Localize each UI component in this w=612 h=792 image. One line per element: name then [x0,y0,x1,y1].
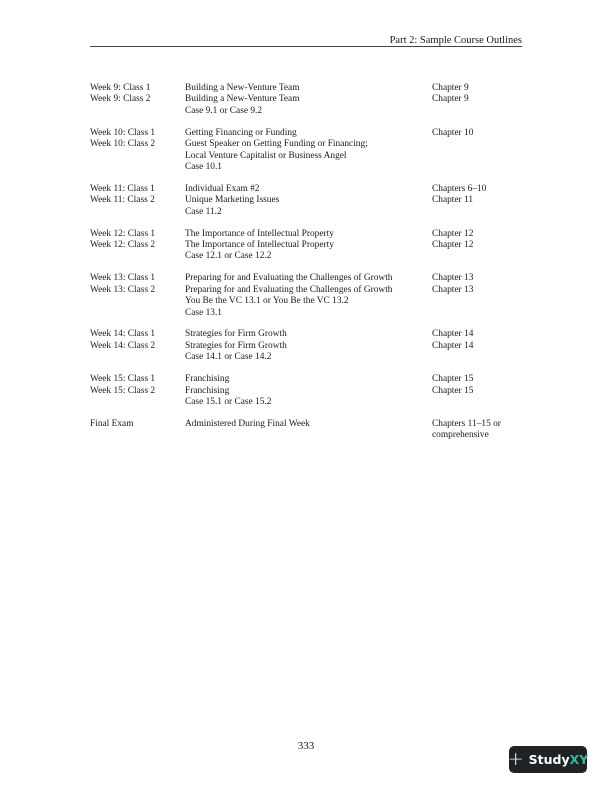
topic-line: Building a New-Venture Team [185,83,300,93]
reading-cell [432,285,522,296]
schedule-row [90,195,522,218]
topic-cell [185,386,432,409]
session-label: Week 13: Class 2 [90,284,156,295]
topic-cell [185,83,432,94]
schedule-row [90,184,522,195]
reading-cell [432,83,522,94]
session-label: Week 10: Class 2 [90,139,156,150]
schedule-row [90,285,522,319]
topic-line: Unique Marketing Issues [185,195,280,206]
topic-line: Administered During Final Week [185,418,310,429]
schedule-row [90,341,522,364]
reading-line: Chapter 12 [432,239,474,250]
schedule-row [90,240,522,263]
schedule-row [90,139,522,173]
topic-line: Strategies for Firm Growth [185,340,287,351]
topic-line: Strategies for Firm Growth [185,329,287,340]
topic-line: Case 14.1 or Case 14.2 [185,352,272,363]
schedule-row [90,128,522,139]
badge-text-accent: XY [569,752,589,767]
schedule-row [90,386,522,409]
schedule-row [90,83,522,94]
reading-cell [432,419,522,442]
topic-line: Preparing for and Evaluating the Challenges of Growth [185,273,393,284]
topic-cell [185,128,432,139]
week-group [90,419,522,442]
topic-line: The Importance of Intellectual Property [185,239,334,250]
topic-cell [185,240,432,263]
reading-cell [432,374,522,385]
topic-cell [185,419,432,430]
schedule-row [90,419,522,442]
week-group [90,83,522,117]
studyxy-badge[interactable] [509,746,587,773]
badge-label [529,752,589,767]
topic-line: The Importance of Intellectual Property [185,228,334,239]
schedule-row [90,329,522,340]
reading-line: Chapter 11 [432,195,474,206]
topic-cell [185,374,432,385]
week-group [90,273,522,319]
reading-line: Chapter 14 [432,329,474,340]
topic-line: Case 10.1 [185,161,222,172]
header-divider [90,46,522,47]
topic-line: Getting Financing or Funding [185,127,297,138]
topic-cell [185,273,432,284]
week-group [90,229,522,263]
schedule-row [90,229,522,240]
week-group [90,128,522,174]
session-label: Week 9: Class 1 [90,83,151,93]
course-schedule [90,83,522,452]
reading-line: Chapter 15 [432,374,474,385]
reading-line: Chapter 9 [432,83,469,93]
week-group [90,374,522,408]
week-group [90,184,522,218]
reading-line: Chapter 9 [432,94,469,105]
reading-cell [432,273,522,284]
reading-line: Chapter 15 [432,385,474,396]
topic-cell [185,139,432,173]
topic-line: Case 11.2 [185,206,222,217]
reading-line: Chapter 13 [432,284,474,295]
topic-cell [185,285,432,319]
schedule-row [90,273,522,284]
session-label: Week 13: Class 1 [90,273,156,284]
schedule-row [90,94,522,117]
reading-line: Chapters 6–10 [432,183,487,194]
session-label: Week 11: Class 1 [90,183,155,194]
session-label: Week 12: Class 2 [90,239,156,250]
topic-line: Local Venture Capitalist or Business Angel [185,150,347,161]
topic-cell [185,195,432,218]
session-label: Week 14: Class 2 [90,340,156,351]
topic-cell [185,229,432,240]
reading-cell [432,386,522,397]
topic-cell [185,184,432,195]
topic-line: You Be the VC 13.1 or You Be the VC 13.2 [185,296,349,307]
topic-line: Franchising [185,374,230,385]
topic-line: Case 15.1 or Case 15.2 [185,396,272,407]
reading-cell [432,184,522,195]
reading-cell [432,195,522,206]
reading-cell [432,128,522,139]
reading-cell [432,341,522,352]
session-label: Week 15: Class 1 [90,374,156,385]
reading-line: Chapter 14 [432,340,474,351]
reading-cell [432,94,522,105]
badge-text-main: Study [528,752,570,767]
topic-cell [185,341,432,364]
running-header: Part 2: Sample Course Outlines [389,35,522,46]
reading-line: Chapter 10 [432,127,474,138]
reading-line: Chapter 12 [432,228,474,239]
session-label: Week 15: Class 2 [90,385,156,396]
topic-line: Preparing for and Evaluating the Challenges of Growth [185,284,393,295]
topic-cell [185,329,432,340]
session-label: Week 9: Class 2 [90,94,151,105]
reading-cell [432,240,522,251]
topic-line: Case 13.1 [185,307,222,318]
reading-cell [432,229,522,240]
session-label: Week 11: Class 2 [90,195,155,206]
topic-line: Franchising [185,385,230,396]
reading-cell [432,329,522,340]
session-label: Final Exam [90,418,134,429]
reading-line: Chapter 13 [432,273,474,284]
session-label: Week 12: Class 1 [90,228,156,239]
topic-line: Guest Speaker on Getting Funding or Financing; [185,139,368,150]
week-group [90,329,522,363]
topic-line: Building a New-Venture Team [185,94,300,105]
session-label: Week 10: Class 1 [90,127,156,138]
topic-line: Individual Exam #2 [185,183,260,194]
page-number: 333 [297,740,315,752]
topic-line: Case 12.1 or Case 12.2 [185,251,272,262]
plus-icon: + [507,748,524,770]
session-label: Week 14: Class 1 [90,329,156,340]
schedule-row [90,374,522,385]
reading-line: Chapters 11–15 or [432,418,501,429]
reading-line: comprehensive [432,430,489,441]
topic-cell [185,94,432,117]
topic-line: Case 9.1 or Case 9.2 [185,105,263,116]
